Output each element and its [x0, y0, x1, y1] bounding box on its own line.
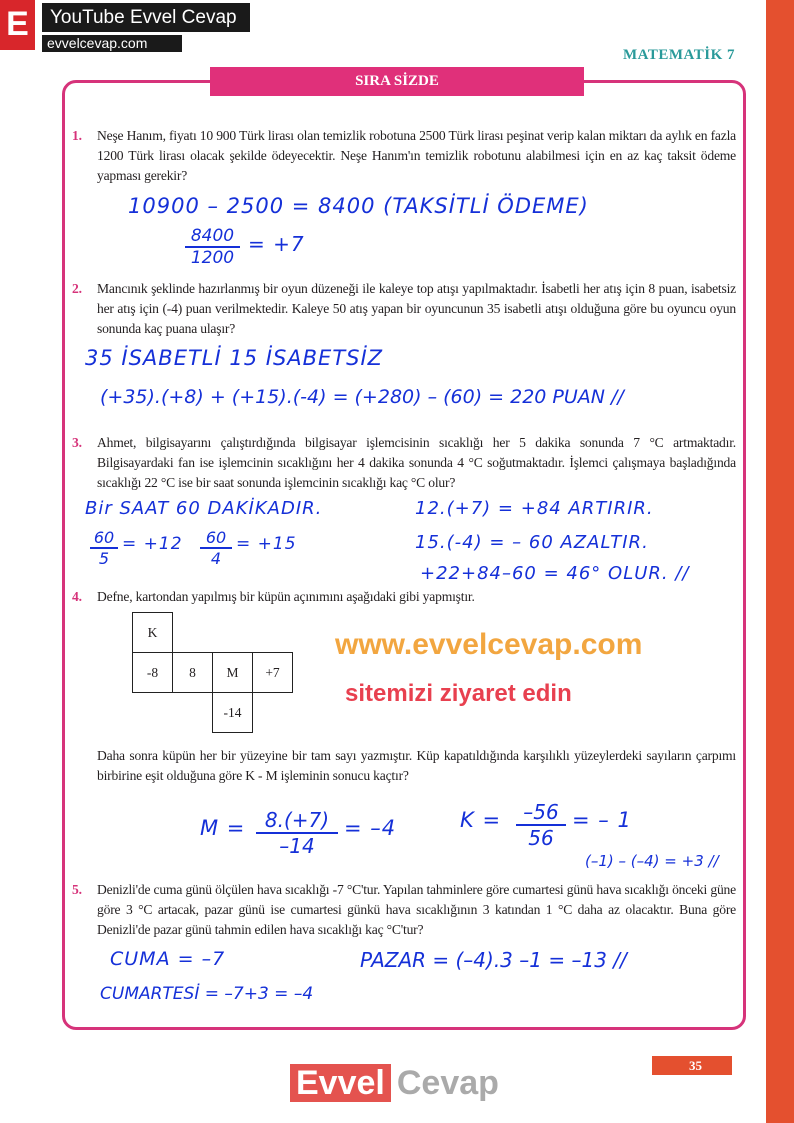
hw-q2-line1: 35 İSABETLİ 15 İSABETSİZ: [85, 346, 384, 370]
cube-face-k: K: [133, 613, 173, 653]
hw-q4-m-label: M =: [200, 816, 246, 840]
question-4: 4. Defne, kartondan yapılmış bir küpün açınımını aşağıdaki gibi yapmıştır.: [72, 589, 475, 604]
section-title: SIRA SİZDE: [210, 67, 584, 96]
cube-net: [132, 612, 293, 733]
hw-q4-m-fraction: $\frac{8.(+7)}{-14}$: [256, 808, 338, 858]
watermark: www.evvelcevap.com: [335, 628, 643, 661]
question-1: 1. Neşe Hanım, fiyatı 10 900 Türk lirası olan temizlik robotuna 2500 Türk lirası peşinat verip kalan miktarı da aylık en fazla 1200 Türk lirası olacak şekilde ödeyecektir. Neşe Hanım'ın temizlik robotunu alabilmesi için en az kaç taksit ödeme yapması gerekir?: [72, 128, 736, 183]
hw-q1-fraction: $\frac{8400}{1200}$: [185, 226, 240, 268]
footer-logo: Evvel Cevap: [290, 1064, 499, 1103]
hw-q5-cumartesi: CUMARTESİ = –7+3 = –4: [100, 984, 314, 1004]
cube-face: -8: [133, 653, 173, 693]
question-3: 3. Ahmet, bilgisayarını çalıştırdığında bilgisayar işlemcisinin sıcaklığı her 5 dakika sonunda 7 °C artmaktadır. Bilgisayardaki fan ise işlemcinin sıcaklığını her 4 dakika sonunda 4 °C soğutmaktadır. İşlemci çalışmaya başladığında sıcaklığı 22 °C ise bir saat sonunda işlemcinin sıcaklığı kaç °C olur?: [72, 435, 736, 490]
hw-q3-frac1: $\frac{60}{5}$: [90, 528, 118, 568]
question-4-continued: Daha sonra küpün her bir yüzeyine bir tam sayı yazmıştır. Küp kapatıldığında karşılıklı yüzeylerdeki sayıların çarpımı birbirine eşit olduğuna göre K - M işleminin sonucu kaçtır?: [97, 748, 736, 783]
hw-q3-frac2: $\frac{60}{4}$: [200, 528, 232, 568]
cube-face: 8: [173, 653, 213, 693]
watermark-2: sitemizi ziyaret edin: [345, 680, 572, 707]
hw-q4-k-result: = – 1: [572, 808, 632, 832]
cube-face: +7: [253, 653, 293, 693]
page-number: 35: [652, 1056, 732, 1075]
site-link[interactable]: evvelcevap.com: [42, 35, 182, 52]
hw-q4-answer: (–1) – (–4) = +3 //: [585, 852, 719, 870]
question-5: 5. Denizli'de cuma günü ölçülen hava sıcaklığı -7 °C'tur. Yapılan tahminlere göre cumartesi günü hava sıcaklığı önceki güne göre 3 °C artacak, pazar günü ise cumartesi günkü hava sıcaklığının 3 katından 1 °C daha az olacaktır. Buna göre Denizli'de pazar günü tahmin edilen hava sıcaklığı kaç °C'tur?: [72, 882, 736, 937]
side-stripe: [766, 0, 794, 1123]
cube-face: -14: [213, 693, 253, 733]
hw-q3-frac1-result: = +12: [122, 534, 183, 554]
channel-label[interactable]: YouTube Evvel Cevap: [42, 3, 250, 32]
hw-q3-right1: 12.(+7) = +84 ARTIRIR.: [415, 498, 654, 519]
cube-face-m: M: [213, 653, 253, 693]
hw-q4-k-fraction: $\frac{-56}{56}$: [516, 800, 566, 850]
question-2: 2. Mancınık şeklinde hazırlanmış bir oyun düzeneği ile kaleye top atışı yapılmaktadır. İsabetli her atış için 8 puan, isabetsiz her atış için (-4) puan verilmektedir. Kaleye 50 atış yapan bir oyuncunun 35 isabetli atışı olduğuna göre bu oyuncu oyun sonunda kaç puana ulaşır?: [72, 281, 736, 336]
hw-q1-result: = +7: [248, 232, 305, 256]
hw-q5-cuma: CUMA = –7: [110, 948, 226, 970]
hw-q3-frac2-result: = +15: [236, 534, 297, 554]
hw-q3-right3: +22+84–60 = 46° OLUR. //: [420, 563, 690, 584]
hw-q4-m-result: = –4: [344, 816, 397, 840]
hw-q2-line2: (+35).(+8) + (+15).(-4) = (+280) – (60) = 220 PUAN //: [100, 386, 624, 408]
hw-q1-line1: 10900 – 2500 = 8400 (TAKSİTLİ ÖDEME): [128, 194, 589, 218]
subject-header: MATEMATİK 7: [622, 47, 735, 63]
hw-q3-left1: Bir SAAT 60 DAKİKADIR.: [85, 498, 323, 519]
hw-q5-pazar: PAZAR = (–4).3 –1 = –13 //: [360, 948, 627, 972]
hw-q3-right2: 15.(-4) = – 60 AZALTIR.: [415, 532, 649, 553]
hw-q4-k-label: K =: [460, 808, 502, 832]
logo-e: E: [0, 0, 35, 50]
